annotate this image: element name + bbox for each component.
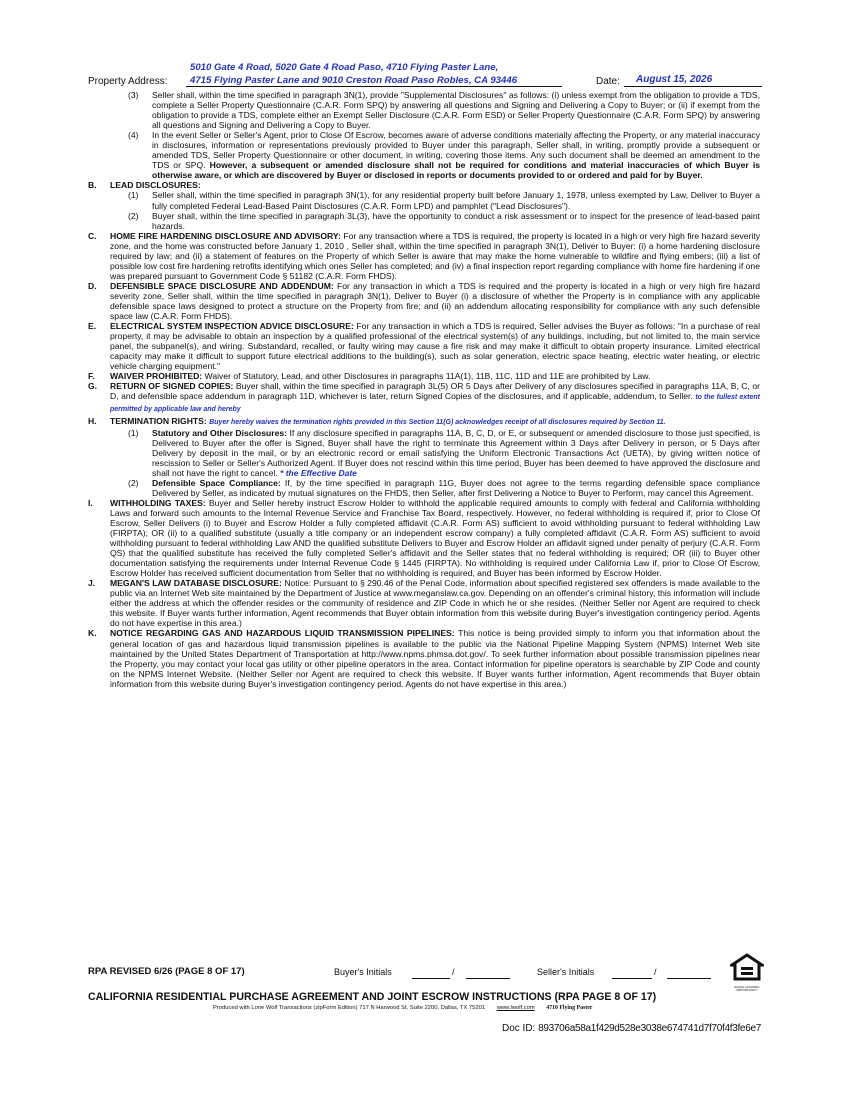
section-text: For any transaction in which a TDS is required, Seller advises the Buyer as follows: "In a purchase of real property, it may be advisable to obtain an inspection by a qualified professional of the electrical system(s) of any buildings, including, but not limited to, the main service panel, the subpanel(s), and wiring. Substandard, recalled, or faulty wiring may cause a fire risk and may make it difficult to obtain property insurance. Limited electrical capacity may make it difficult to support future electrical additions to the building(s), such as solar generation, electric space heating, electric water heating, or electric vehicle charging equipment." (110, 321, 760, 372)
sec-a-para-4 (110, 130, 760, 180)
seller-initials-slash: / (654, 967, 657, 977)
para-text (152, 130, 760, 180)
doc-id (502, 1023, 761, 1034)
sec-f (88, 371, 760, 381)
form-title: CALIFORNIA RESIDENTIAL PURCHASE AGREEMENT AND JOINT ESCROW INSTRUCTIONS (RPA PAGE 8 OF 17) (88, 991, 657, 1003)
sec-b-para-1 (110, 190, 760, 210)
seller-initials-field-1[interactable] (612, 978, 652, 979)
para-text-plain: If, by the time specified in paragraph 11G, Buyer does not agree to the terms regarding defensible space compliance Delivered by Seller, as indicated by mutual signatures on the FHDS, then Seller, after first Delivering a Notice to Buyer to Perform, may cancel this Agreement. (152, 477, 760, 498)
para-text (152, 428, 760, 478)
section-text: For any transaction in which a TDS is required and the property is located in a high or very high fire hazard severity zone, Seller shall, within the time specified in paragraph 3N(1), Deliver to Buyer (i) a disclosure of whether the Property is in compliance with any applicable defensible space laws designed to protect a structure on the Property from fire; and (ii) an addendum allocating responsibility for compliance with any such defensible space law (C.A.R. Form FHDS). (110, 280, 760, 322)
para-text: Seller shall, within the time specified in paragraph 3N(1), for any residential property built before January 1, 1978, unless exempted by Law, Deliver to Buyer a fully completed Federal Lead-Based Paint Disclosures (C.A.R. Form LPD) and pamphlet ("Lead Disclosures"). (152, 190, 760, 211)
section-letter: H. (88, 415, 97, 426)
para-number: (2) (128, 477, 139, 488)
property-address-line1[interactable]: 5010 Gate 4 Road, 5020 Gate 4 Road Paso, 4710 Flying Paster Lane, (190, 62, 499, 73)
para-text-plain: If any disclosure specified in paragraphs 11A, B, C, D, or E, or subsequent or amended disclosure to those just specified, is Delivered to Buyer after the offer is Signed, Buyer shall have the right to terminate this Agreement within 3 Days after Delivery in person, or 5 Days after Delivery by deposit in the mail, or by an electronic record or email satisfying the Uniform Electronic Transactions Act (UETA), by giving written notice of rescission to Seller or Seller's Authorized Agent. If Buyer does not rescind within this time period, Buyer has been deemed to have approved the disclosure and shall not have the right to cancel. (152, 427, 761, 478)
seller-initials-field-2[interactable] (667, 978, 711, 979)
sec-g (88, 381, 760, 415)
sec-k (88, 628, 760, 688)
section-text: For any transaction where a TDS is required, the property is located in a high or very high fire hazard severity zone, and the home was constructed before January 1, 2010 , Seller shall, within the time specified in paragraph 3N(1), Deliver to Buyer: (i) a home hardening disclosure required by law; and (ii) a statement of features on the Property of which Seller is aware that may make the home vulnerable to wildfire and flying embers; (iii) a list of possible low cost fire hardening retrofits identifying which ones Seller has completed; and (iv) a final inspection report regarding compliance with home fire hardening if one was prepared pursuant to Government Code § 51182 (C.A.R. Form FHDS). (110, 230, 760, 281)
handwritten-note[interactable]: to the fullest extent permitted by applicable law and hereby (110, 394, 760, 414)
para-number: (2) (128, 210, 139, 221)
section-title: WITHHOLDING TAXES: (110, 497, 206, 508)
handwritten-note[interactable]: Buyer hereby waives the termination rights provided in this Section 11(G) acknowledges receipt of all disclosures required by Section 11. (209, 418, 666, 426)
produced-file-name: 4710 Flying Paster (546, 1005, 593, 1011)
equal-housing-icon (730, 953, 764, 981)
section-letter: E. (88, 321, 97, 332)
section-title: HOME FIRE HARDENING DISCLOSURE AND ADVISORY: (110, 230, 341, 241)
buyer-initials-field-1[interactable] (412, 978, 450, 979)
equal-housing-text: EQUAL HOUSING OPPORTUNITY (734, 985, 760, 992)
buyer-initials-field-2[interactable] (466, 978, 510, 979)
buyer-initials-slash: / (452, 967, 455, 977)
para-number: (1) (128, 190, 139, 201)
section-letter: F. (88, 371, 95, 382)
para-number: (1) (128, 427, 139, 438)
buyer-initials-label: Buyer's Initials (334, 967, 392, 977)
sec-d (88, 281, 760, 321)
para-text-plain: In the event Seller or Seller's Agent, prior to Close Of Escrow, becomes aware of adverse conditions materially affecting the Property, or any material inaccuracy in disclosures, information or representations previously provided to Buyer under this paragraph, Seller shall, in writing, promptly provide a subsequent or amended TDS, Seller Property Questionnaire or other document, in writing, covering those items. Any such document shall be deemed an amendment to the TDS or SPQ. (152, 130, 760, 171)
sec-b (88, 180, 760, 190)
para-number: (4) (128, 130, 139, 141)
section-title: TERMINATION RIGHTS: (110, 415, 207, 426)
sec-a-para-3 (110, 90, 760, 130)
seller-initials-label: Seller's Initials (537, 967, 595, 977)
date-value[interactable]: August 15, 2026 (636, 74, 713, 85)
sec-i (88, 498, 760, 578)
para-text-bold: However, a subsequent or amended disclosure shall not be required for conditions and material inaccuracies of which Buyer is otherwise aware, or which are discovered by Buyer or disclosed in reports or documents provided to or ordered and paid for by Buyer. (152, 160, 761, 181)
para-number: (3) (128, 90, 139, 100)
sec-c (88, 231, 760, 281)
section-letter: I. (88, 497, 93, 508)
sec-e (88, 321, 760, 371)
section-letter: G. (88, 381, 98, 392)
section-letter: K. (88, 628, 97, 639)
para-text: Seller shall, within the time specified in paragraph 3N(1), provide "Supplemental Disclosures" as follows: (i) unless exempt from the obligation to provide a TDS, complete a Seller Property Questionnaire (C.A.R. Form SPQ) by answering all questions and Signing and Delivering a Copy to Buyer; or (ii) if exempt from the obligation to provide a TDS, complete either an Exempt Seller Disclosure (C.A.R. Form ESD) or Seller Property Questionnaire (C.A.R. Form SPQ) by answering all questions and Signing and Delivering a Copy to Buyer. (152, 90, 760, 131)
sec-b-para-2 (110, 211, 760, 231)
produced-link[interactable]: www.lwolf.com (496, 1005, 535, 1011)
section-letter: D. (88, 280, 97, 291)
section-title: MEGAN'S LAW DATABASE DISCLOSURE: (110, 578, 282, 589)
produced-text: Produced with Lone Wolf Transactions (zipForm Edition) 717 N Harwood St, Suite 2200, Dallas, TX 75201 (213, 1005, 486, 1011)
section-title: DEFENSIBLE SPACE DISCLOSURE AND ADDENDUM: (110, 280, 334, 291)
section-text: Notice: Pursuant to § 290.46 of the Penal Code, information about specified registered sex offenders is made available to the public via an Internet Web site maintained by the Department of Justice at www.meganslaw.ca.gov. Depending on an offender's criminal history, this information will include either the address at which the offender resides or the community of residence and ZIP Code in which he or she resides. (Neither Seller nor Agent are required to check this website. If Buyer wants further information, Agent recommends that Buyer obtain information from this website during Buyer's investigation contingency period. Agents do not have expertise in this area.) (110, 578, 761, 629)
doc-id-label: Doc ID: (502, 1023, 536, 1034)
para-text: Buyer shall, within the time specified in paragraph 3L(3), have the opportunity to conduct a risk assessment or to inspect for the presence of lead-based paint hazards. (152, 210, 760, 231)
para-text (152, 478, 760, 498)
document-body (88, 90, 760, 689)
sec-h-para-2 (110, 478, 760, 498)
section-letter: B. (88, 180, 97, 191)
property-address-line2[interactable]: 4715 Flying Paster Lane and 9010 Creston Road Paso Robles, CA 93446 (190, 75, 518, 86)
section-title: LEAD DISCLOSURES: (110, 180, 201, 191)
property-address-underline (186, 86, 562, 87)
section-text: Buyer and Seller hereby instruct Escrow Holder to withhold the applicable required amounts to comply with federal and California withholding Laws and forward such amounts to the Internal Revenue Service and Franchise Tax Board, respectively. However, no federal withholding is required if, prior to Close Of Escrow, Seller Delivers (i) to Buyer and Escrow Holder a fully completed affidavit (C.A.R. Form AS) sufficient to avoid withholding pursuant to federal withholding Law (FIRPTA); OR (ii) to a qualified substitute (usually a title company or an independent escrow company) a fully completed affidavit (C.A.R. Form AS) sufficient to avoid withholding pursuant to federal withholding Law AND the qualified substitute Delivers to Buyer and Escrow Holder an affidavit signed under penalty of perjury (C.A.R. Form QS) that the qualified substitute has received the fully completed Seller's affidavit and the Seller states that no federal withholding is required; OR (iii) to Buyer other documentation satisfying the requirements under Internal Revenue Code § 1445 (FIRPTA). No withholding is required under California Law if, prior to Close Of Escrow, Escrow Holder has received sufficient documentation from Seller that no withholding is required, and Buyer has been informed by Escrow Holder. (110, 497, 760, 579)
section-text: This notice is being provided simply to inform you that information about the general location of gas and hazardous liquid transmission pipelines is available to the public via the National Pipeline Mapping System (NPMS) Internet Web site maintained by the United States Department of Transportation at http://www.npms.phmsa.dot.gov/. To seek further information about possible transmission pipelines near the Property, you may contact your local gas utility or other pipeline operators in the area. Contact information for pipeline operators is searchable by ZIP Code and county on the NPMS Internet Website. (Neither Seller nor Agent are required to check this website. If Buyer wants further information, Agent recommends that Buyer obtain information from this website during Buyer's investigation contingency period. Agents do not have expertise in this area.) (110, 628, 760, 689)
sec-h-para-1 (110, 428, 760, 478)
doc-id-value: 893706a58a1f429d528e3038e674741d7f70f4f3fe6e7 (538, 1023, 761, 1034)
section-title: ELECTRICAL SYSTEM INSPECTION ADVICE DISCLOSURE: (110, 321, 354, 332)
section-title: NOTICE REGARDING GAS AND HAZARDOUS LIQUID TRANSMISSION PIPELINES: (110, 628, 455, 639)
para-title: Defensible Space Compliance: (152, 477, 281, 488)
section-title: RETURN OF SIGNED COPIES: (110, 381, 234, 392)
handwritten-note[interactable]: * the Effective Date (280, 467, 357, 478)
date-label: Date: (596, 76, 620, 87)
sec-h (88, 416, 760, 428)
section-letter: J. (88, 578, 96, 589)
section-text: Buyer shall, within the time specified in paragraph 3L(5) OR 5 Days after Delivery of any disclosures specified in paragraphs 11A, B, C, or D, and defensible space addendum in paragraph 11D, whichever is later, return Signed Copies of the disclosures, and if applicable, addendum, to Seller. (110, 381, 761, 402)
section-title: WAIVER PROHIBITED: (110, 371, 203, 382)
date-underline (624, 86, 762, 87)
para-title: Statutory and Other Disclosures: (152, 427, 288, 438)
section-text: Waiver of Statutory, Lead, and other Disclosures in paragraphs 11A(1), 11B, 11C, 11D and 11E are prohibited by Law. (204, 371, 651, 382)
equal-housing-logo (730, 953, 764, 992)
produced-with (213, 1005, 592, 1011)
section-letter: C. (88, 230, 97, 241)
sec-j (88, 578, 760, 628)
property-address-label: Property Address: (88, 76, 168, 87)
revised-label: RPA REVISED 6/26 (PAGE 8 OF 17) (88, 966, 245, 977)
